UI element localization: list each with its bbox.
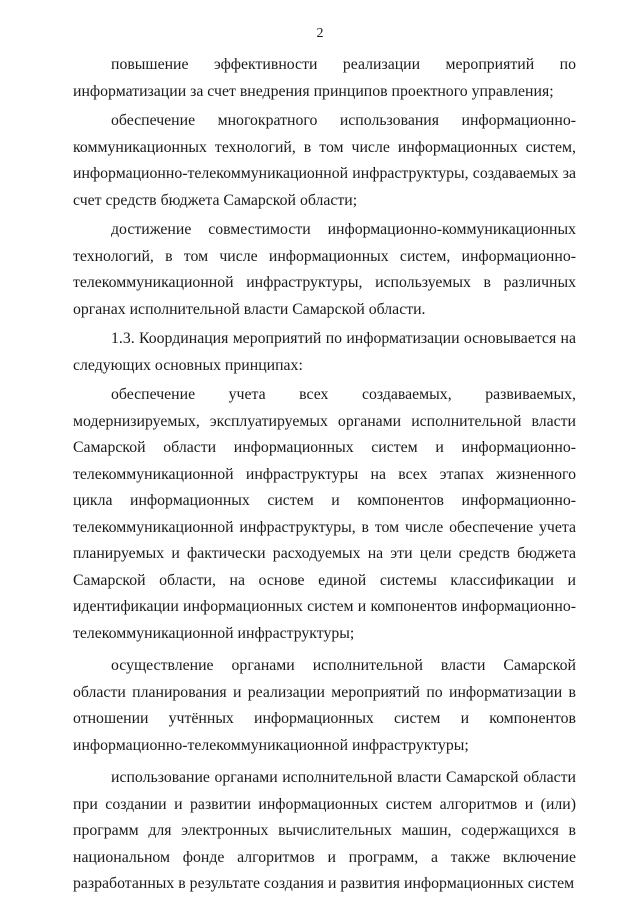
document-body — [73, 52, 576, 898]
paragraph-reuse: обеспечение многократного использования информационно-коммуникационных технологий, в том числе информационных систем, информационно-телекоммуникационной инфраструктуры, создаваемых за счет средств бюджета Самарской области; — [73, 112, 576, 209]
paragraph-accounting: обеспечение учета всех создаваемых, развиваемых, модернизируемых, эксплуатируемых органами исполнительной власти Самарской области информационных систем и информационно-телекоммуникационной инфраструктуры на всех этапах жизненного цикла информационных систем и компонентов информационно-телекоммуникационной инфраструктуры, в том числе обеспечение учета планируемых и фактически расходуемых на эти цели средств бюджета Самарской области, на основе единой системы классификации и идентификации информационных систем и компонентов информационно-телекоммуникационной инфраструктуры; — [73, 386, 576, 642]
paragraph-algorithms: использование органами исполнительной власти Самарской области при создании и развитии информационных систем алгоритмов и (или) программ для электронных вычислительных машин, содержащихся в национальном фонде алгоритмов и программ, а также включение разработанных в результате создания и развития информационных систем — [73, 769, 576, 892]
paragraph-planning: осуществление органами исполнительной власти Самарской области планирования и реализации мероприятий по информатизации в отношении учтённых информационных систем и компонентов информационно-телекоммуникационной инфраструктуры; — [73, 657, 576, 754]
paragraph-compatibility: достижение совместимости информационно-коммуникационных технологий, в том числе информационных систем, информационно-телекоммуникационной инфраструктуры, используемых в различных органах исполнительной власти Самарской области. — [73, 221, 576, 318]
paragraph-section-1-3: 1.3. Координация мероприятий по информатизации основывается на следующих основных принципах: — [73, 330, 576, 374]
page-number: 2 — [316, 26, 324, 41]
paragraph-efficiency: повышение эффективности реализации мероприятий по информатизации за счет внедрения принципов проектного управления; — [73, 56, 576, 100]
